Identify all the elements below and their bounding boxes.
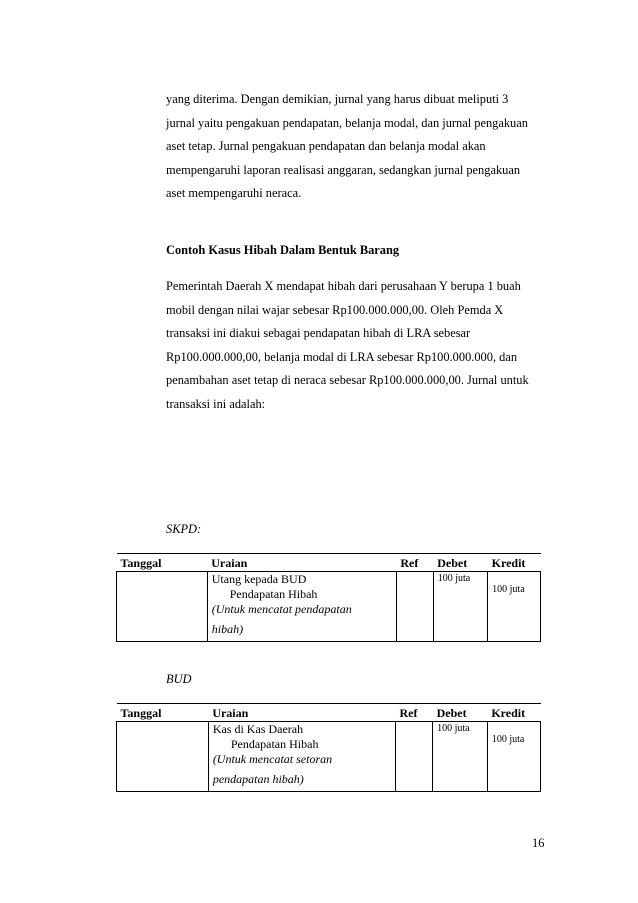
intro-paragraph bbox=[166, 88, 556, 206]
case-line: Rp100.000.000,00, belanja modal di LRA sebesar Rp100.000.000, dan bbox=[166, 349, 518, 364]
case-line: transaksi ini diakui sebagai pendapatan hibah di LRA sebesar bbox=[166, 326, 471, 340]
bud-journal-table bbox=[116, 703, 541, 792]
entry-note: (Untuk mencatat setoran bbox=[212, 752, 333, 766]
entry-note: pendapatan hibah) bbox=[212, 772, 304, 786]
cell-debet bbox=[433, 572, 487, 642]
kredit-amount: 100 juta bbox=[492, 584, 525, 595]
entry-note: (Untuk mencatat pendapatan bbox=[211, 602, 352, 616]
case-line: Pemerintah Daerah X mendapat hibah dari perusahaan Y berupa 1 buah bbox=[166, 279, 521, 293]
header-debet: Debet bbox=[433, 704, 488, 722]
header-kredit: Kredit bbox=[487, 704, 540, 722]
kredit-amount: 100 juta bbox=[491, 734, 525, 745]
cell-kredit bbox=[488, 572, 541, 642]
cell-uraian bbox=[208, 722, 395, 792]
case-line: penambahan aset tetap di neraca sebesar Rp100.000.000,00. Jurnal untuk bbox=[166, 373, 529, 387]
intro-line: yang diterima. Dengan demikian, jurnal yang harus dibuat meliputi 3 bbox=[166, 92, 509, 106]
skpd-label: SKPD: bbox=[166, 522, 202, 536]
section-heading: Contoh Kasus Hibah Dalam Bentuk Barang bbox=[166, 243, 400, 257]
debet-amount: 100 juta bbox=[437, 723, 470, 734]
header-uraian: Uraian bbox=[208, 704, 395, 722]
intro-line: aset tetap. Jurnal pengakuan pendapatan dan belanja modal akan bbox=[166, 139, 486, 153]
header-debet: Debet bbox=[433, 554, 487, 572]
table-row bbox=[117, 572, 541, 642]
intro-line: aset mempengaruhi neraca. bbox=[166, 186, 302, 200]
debit-account: Utang kepada BUD bbox=[211, 572, 307, 586]
header-ref: Ref bbox=[396, 554, 433, 572]
credit-account: Pendapatan Hibah bbox=[229, 587, 318, 601]
debit-account: Kas di Kas Daerah bbox=[212, 722, 304, 736]
cell-ref bbox=[396, 572, 433, 642]
bud-label: BUD bbox=[166, 672, 192, 686]
header-tanggal: Tanggal bbox=[117, 704, 209, 722]
header-ref: Ref bbox=[395, 704, 432, 722]
table-row bbox=[117, 722, 541, 792]
cell-tanggal bbox=[117, 572, 208, 642]
table-header-row bbox=[117, 554, 541, 572]
case-line: transaksi ini adalah: bbox=[166, 396, 266, 411]
table-header-row bbox=[117, 704, 541, 722]
header-uraian: Uraian bbox=[207, 554, 396, 572]
cell-tanggal bbox=[117, 722, 209, 792]
case-paragraph bbox=[166, 275, 556, 416]
intro-line: jurnal yaitu pengakuan pendapatan, belanja modal, dan jurnal pengakuan bbox=[166, 115, 528, 130]
case-line: mobil dengan nilai wajar sebesar Rp100.000.000,00. Oleh Pemda X bbox=[166, 302, 504, 317]
cell-debet bbox=[433, 722, 488, 792]
skpd-journal-table bbox=[116, 553, 541, 642]
entry-note: hibah) bbox=[211, 622, 244, 636]
cell-uraian bbox=[207, 572, 396, 642]
debet-amount: 100 juta bbox=[437, 573, 471, 584]
credit-account: Pendapatan Hibah bbox=[230, 737, 319, 751]
intro-line: mempengaruhi laporan realisasi anggaran, sedangkan jurnal pengakuan bbox=[166, 162, 521, 177]
cell-ref bbox=[395, 722, 432, 792]
header-kredit: Kredit bbox=[488, 554, 541, 572]
page-number: 16 bbox=[532, 836, 545, 850]
header-tanggal: Tanggal bbox=[117, 554, 208, 572]
cell-kredit bbox=[487, 722, 540, 792]
